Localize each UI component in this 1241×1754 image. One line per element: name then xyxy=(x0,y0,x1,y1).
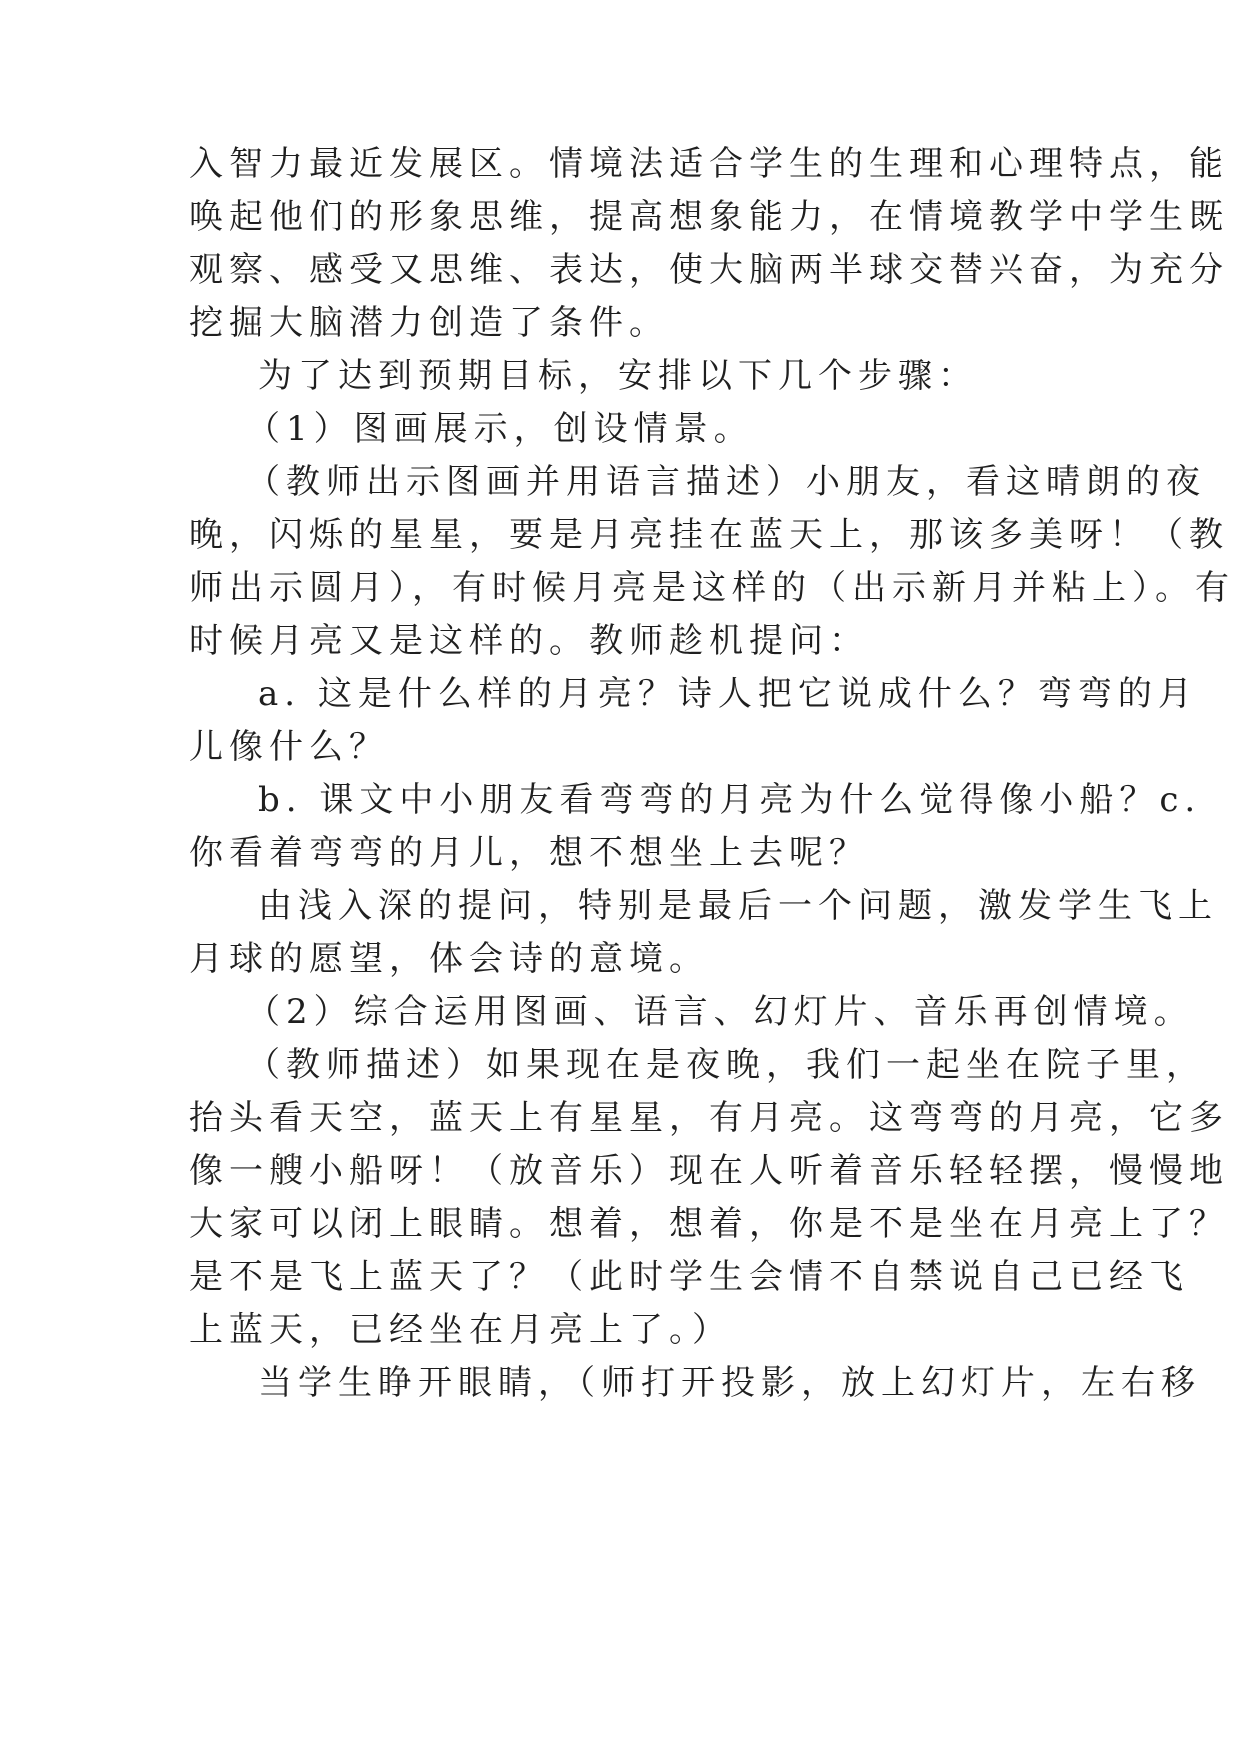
text-line: 由浅入深的提问，特别是最后一个问题，激发学生飞上 xyxy=(258,886,1218,926)
section-heading: （2）综合运用图画、语言、幻灯片、音乐再创情境。 xyxy=(246,992,1194,1032)
text-line: a. 这是什么样的月亮？诗人把它说成什么？弯弯的月 xyxy=(258,674,1198,714)
text-line: 你看着弯弯的月儿，想不想坐上去呢？ xyxy=(189,833,869,873)
text-line: 当学生睁开眼睛，（师打开投影，放上幻灯片，左右移 xyxy=(258,1363,1201,1403)
text-line: 是不是飞上蓝天了？（此时学生会情不自禁说自己已经飞 xyxy=(189,1257,1189,1297)
text-line: 晚，闪烁的星星，要是月亮挂在蓝天上，那该多美呀！（教 xyxy=(189,515,1229,555)
text-line: 入智力最近发展区。情境法适合学生的生理和心理特点，能 xyxy=(189,144,1229,184)
text-line: 大家可以闭上眼睛。想着，想着，你是不是坐在月亮上了？ xyxy=(189,1204,1229,1244)
text-line: （教师描述）如果现在是夜晚，我们一起坐在院子里， xyxy=(246,1045,1206,1085)
text-line: （教师出示图画并用语言描述）小朋友，看这晴朗的夜 xyxy=(246,462,1206,502)
text-line: 抬头看天空，蓝天上有星星，有月亮。这弯弯的月亮，它多 xyxy=(189,1098,1229,1138)
text-line: 为了达到预期目标，安排以下几个步骤： xyxy=(258,356,978,396)
text-line: 月球的愿望，体会诗的意境。 xyxy=(189,939,709,979)
text-line: 时候月亮又是这样的。教师趁机提问： xyxy=(189,621,869,661)
text-line: 观察、感受又思维、表达，使大脑两半球交替兴奋，为充分 xyxy=(189,250,1229,290)
text-line: 师出示圆月），有时候月亮是这样的（出示新月并粘上）。有 xyxy=(189,568,1235,608)
text-line: 唤起他们的形象思维，提高想象能力，在情境教学中学生既 xyxy=(189,197,1229,237)
text-line: 像一艘小船呀！（放音乐）现在人听着音乐轻轻摆，慢慢地 xyxy=(189,1151,1229,1191)
text-line: 挖掘大脑潜力创造了条件。 xyxy=(189,303,669,343)
section-heading: （1）图画展示，创设情景。 xyxy=(246,409,754,449)
text-line: 儿像什么？ xyxy=(189,727,389,767)
text-line: 上蓝天，已经坐在月亮上了。） xyxy=(189,1310,732,1350)
text-line: b. 课文中小朋友看弯弯的月亮为什么觉得像小船？c. xyxy=(258,780,1202,820)
